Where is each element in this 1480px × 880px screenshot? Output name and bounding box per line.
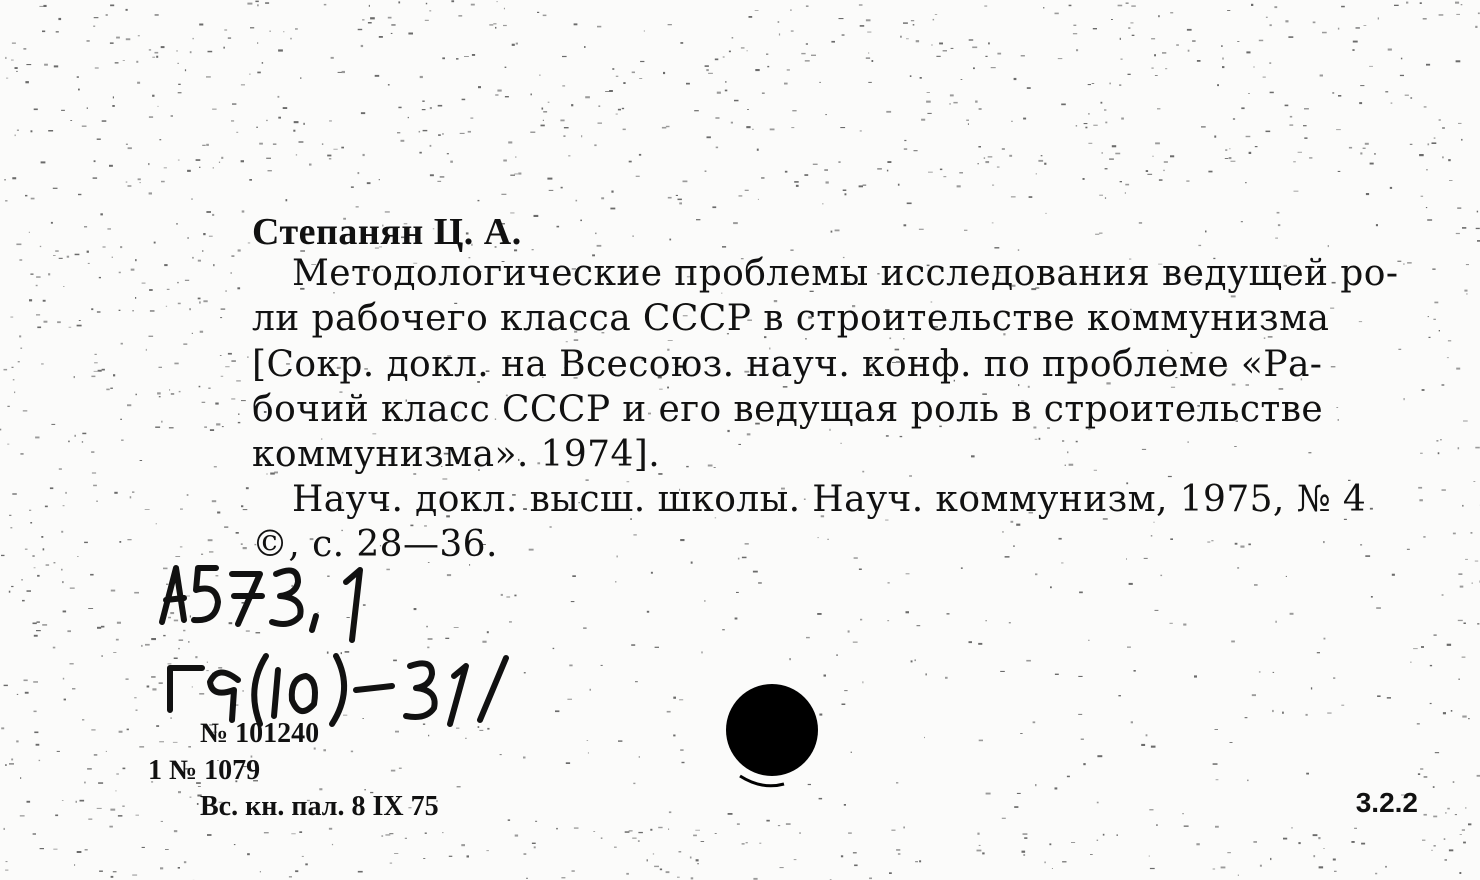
handwritten-shelfmark bbox=[140, 540, 540, 730]
punch-hole bbox=[722, 680, 822, 800]
classification-code: 3.2.2 bbox=[1355, 787, 1418, 818]
author-name: Степанян Ц. А. bbox=[252, 211, 522, 253]
body-line-6: Науч. докл. высш. школы. Науч. коммунизм, 1975, № 4 bbox=[292, 479, 1367, 520]
body-line-1: Методологические проблемы исследования ведущей ро- bbox=[292, 253, 1399, 294]
body-line-5: коммунизма». 1974]. bbox=[252, 434, 661, 475]
body-line-7: ©, с. 28—36. bbox=[252, 524, 498, 565]
inventory-number: № 101240 bbox=[200, 718, 320, 749]
issue-number: 1 № 1079 bbox=[148, 755, 261, 786]
body-line-4: бочий класс СССР и его ведущая роль в строительстве bbox=[252, 389, 1324, 430]
body-line-3: [Сокр. докл. на Всесоюз. науч. конф. по проблеме «Ра- bbox=[252, 344, 1323, 385]
body-line-2: ли рабочего класса СССР в строительстве коммунизма bbox=[252, 298, 1330, 339]
book-chamber-note: Вс. кн. пал. 8 IX 75 bbox=[200, 791, 439, 822]
